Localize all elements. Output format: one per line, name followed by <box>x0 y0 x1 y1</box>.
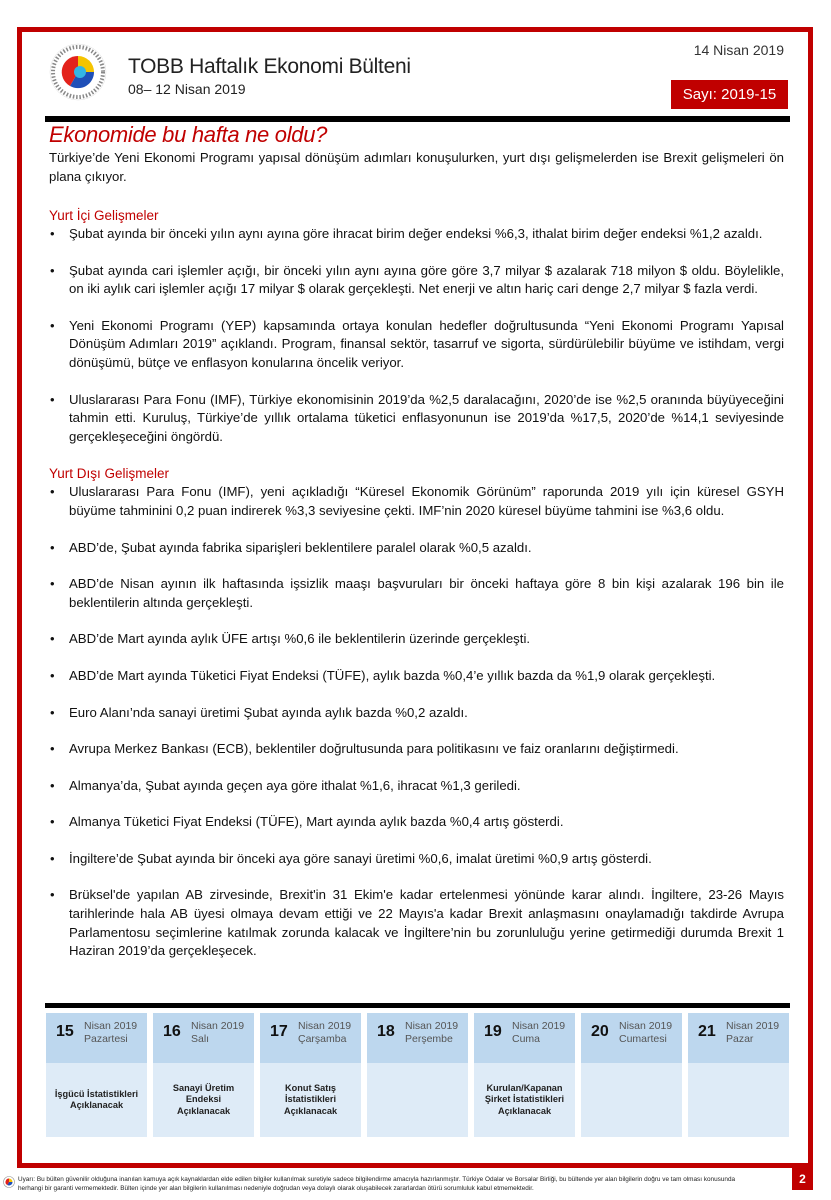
disclaimer-text: Uyarı: Bu bülten güvenilir olduğuna inanılan kamuya açık kaynaklardan elde edilen bilgiler kullanılmak suretiyle sadece bilgilendirme amacıyla hazırlanmıştır. Türkiye Odalar ve Borsalar Birliği, bu bültende yer alan bilgilerin doğru ve tam olması konusunda herhangi bir garanti vermemektedir. Bülten içinde yer alan bilgilerin kullanılması nedeniyle doğrudan veya dolaylı olarak oluşabilecek zararlardan ötürü sorumluluk kabul etmemektedir. <box>18 1176 736 1192</box>
list-item: • İngiltere’de Şubat ayında bir önceki aya göre sanayi üretimi %0,6, imalat üretimi %0,9 artış gösterdi. <box>49 850 784 869</box>
day-month: Nisan 2019 <box>512 1020 566 1032</box>
main-content <box>49 122 784 961</box>
day-weekday: Pazar <box>726 1033 754 1045</box>
foreign-list <box>49 483 784 961</box>
list-item: • Brüksel'de yapılan AB zirvesinde, Brexit'in 31 Ekim'e kadar ertelenmesi yönünde karar alındı. İngiltere, 23-26 Mayıs tarihlerinde hala AB üyesi olmaya devam ettiği ve 22 Mayıs'a kadar Brexit anlaşmasını onaylamadığı takdirde Avrupa Parlamentosu seçimlerine katılmak zorunda kalacak ve İngiltere’nin bu zorunluluğu yerine getirmediği durumda Brexit 1 Haziran 2019’da gerçekleşecek. <box>50 887 784 959</box>
list-item: • ABD’de Mart ayında aylık ÜFE artışı %0,6 ile beklentilerin üzerinde gerçekleşti. <box>49 630 784 649</box>
bullet-icon: • <box>50 576 55 592</box>
day-month: Nisan 2019 <box>298 1020 352 1032</box>
issue-number-badge: Sayı: 2019-15 <box>671 80 788 109</box>
bullet-icon: • <box>50 391 55 407</box>
calendar-day <box>153 1013 254 1137</box>
calendar-day-header <box>153 1013 254 1063</box>
calendar-day <box>688 1013 789 1137</box>
calendar-day <box>46 1013 147 1137</box>
bullet-icon: • <box>50 667 55 683</box>
calendar-day <box>581 1013 682 1137</box>
day-event <box>367 1063 468 1137</box>
day-weekday: Perşembe <box>405 1033 453 1045</box>
intro-paragraph: Türkiye’de Yeni Ekonomi Programı yapısal dönüşüm adımları konuşulurken, yurt dışı gelişmelerden ise Brexit gelişmeleri ön plana çıkıyor. <box>49 150 784 184</box>
day-weekday: Çarşamba <box>298 1033 347 1045</box>
day-weekday: Pazartesi <box>84 1033 128 1045</box>
foreign-heading: Yurt Dışı Gelişmeler <box>49 466 170 482</box>
domestic-heading: Yurt İçi Gelişmeler <box>49 208 159 223</box>
day-number: 18 <box>377 1023 395 1040</box>
list-item: • Almanya’da, Şubat ayında geçen aya göre ithalat %1,6, ihracat %1,3 geriledi. <box>49 777 784 796</box>
bullet-icon: • <box>50 262 55 278</box>
day-event: İşgücü İstatistikleri Açıklanacak <box>46 1063 147 1137</box>
list-item: • Şubat ayında cari işlemler açığı, bir önceki yılın aynı ayına göre göre 3,7 milyar $ azalarak 718 milyon $ oldu. Böylelikle, on iki aylık cari işlemler açığı 17 milyar $ olarak gerçekleşti. Net enerji ve altın hariç cari denge 2,7 milyar $ fazla verdi. <box>50 262 784 297</box>
day-event: Kurulan/Kapanan Şirket İstatistikleri Açıklanacak <box>474 1063 575 1137</box>
list-item: • Şubat ayında bir önceki yılın aynı ayına göre ihracat birim değer endeksi %6,3, ithalat birim değer endeksi %1,2 azaldı. <box>49 225 784 244</box>
day-month: Nisan 2019 <box>405 1020 459 1032</box>
bullet-icon: • <box>50 631 55 647</box>
calendar-day-header <box>688 1013 789 1063</box>
bullet-icon: • <box>50 484 55 500</box>
calendar-day <box>367 1013 468 1137</box>
calendar-day-header <box>581 1013 682 1063</box>
bulletin-title: TOBB Haftalık Ekonomi Bülteni <box>128 55 411 78</box>
calendar-day-header <box>46 1013 147 1063</box>
day-weekday: Salı <box>191 1033 210 1045</box>
list-item: • Euro Alanı’nda sanayi üretimi Şubat ayında aylık bazda %0,2 azaldı. <box>49 704 784 723</box>
bullet-icon: • <box>50 226 55 241</box>
day-number: 16 <box>163 1023 181 1040</box>
bullet-icon: • <box>50 814 55 830</box>
day-number: 20 <box>591 1023 609 1040</box>
issue-date: 14 Nisan 2019 <box>693 42 784 58</box>
weekly-calendar <box>46 1013 789 1137</box>
bullet-icon: • <box>50 741 55 757</box>
calendar-day-header <box>474 1013 575 1063</box>
bullet-icon: • <box>50 704 55 720</box>
day-event: Sanayi Üretim Endeksi Açıklanacak <box>153 1063 254 1137</box>
calendar-day <box>260 1013 361 1137</box>
day-weekday: Cumartesi <box>619 1033 667 1045</box>
list-item: • ABD’de, Şubat ayında fabrika siparişleri beklentilere paralel olarak %0,5 azaldı. <box>49 539 784 558</box>
day-number: 15 <box>56 1023 74 1040</box>
day-month: Nisan 2019 <box>726 1020 780 1032</box>
list-item: • ABD’de Nisan ayının ilk haftasında işsizlik maaşı başvuruları bir önceki haftaya göre 8 bin kişi azalarak 196 bin ile beklentilerin altında gerçekleşti. <box>50 576 784 610</box>
calendar-day-header <box>260 1013 361 1063</box>
day-month: Nisan 2019 <box>191 1020 245 1032</box>
list-item: • Almanya Tüketici Fiyat Endeksi (TÜFE), Mart ayında aylık bazda %0,4 artış gösterdi. <box>49 813 784 832</box>
calendar-divider <box>45 1003 790 1008</box>
bullet-icon: • <box>50 777 55 793</box>
day-weekday: Cuma <box>512 1033 541 1045</box>
bullet-icon: • <box>50 887 55 903</box>
day-month: Nisan 2019 <box>619 1020 673 1032</box>
section-heading: Ekonomide bu hafta ne oldu? <box>49 122 328 147</box>
day-month: Nisan 2019 <box>84 1020 138 1032</box>
tobb-logo-small-icon <box>3 1176 15 1188</box>
bullet-icon: • <box>50 317 55 333</box>
bulletin-dates: 08– 12 Nisan 2019 <box>128 81 246 97</box>
day-event: Konut Satış İstatistikleri Açıklanacak <box>260 1063 361 1137</box>
day-number: 21 <box>698 1023 716 1040</box>
page-number: 2 <box>792 1168 813 1190</box>
domestic-list <box>49 225 784 446</box>
list-item: • Uluslararası Para Fonu (IMF), yeni açıkladığı “Küresel Ekonomik Görünüm” raporunda 2019 yılı için küresel GSYH büyüme tahminini 0,2 puan indirerek %3,3 seviyesine çekti. IMF’nin 2020 küresel büyüme tahmini ise %3,6 oldu. <box>50 484 784 518</box>
bullet-icon: • <box>50 850 55 866</box>
list-item: • Uluslararası Para Fonu (IMF), Türkiye ekonomisinin 2019’da %2,5 daralacağını, 2020’de ise %2,5 oranında büyüyeceğini tahmin etti. Kuruluş, Türkiye’de yıllık ortalama tüketici enflasyonunun ise 2019’da %17,5, 2020’de %14,1 seviyesinde gerçekleşeceğini öngördü. <box>50 391 784 444</box>
tobb-logo-icon <box>49 43 107 101</box>
calendar-day-header <box>367 1013 468 1063</box>
day-event <box>688 1063 789 1137</box>
list-item: • ABD’de Mart ayında Tüketici Fiyat Endeksi (TÜFE), aylık bazda %0,4’e yıllık bazda da %1,9 olarak gerçekleşti. <box>49 667 784 686</box>
day-number: 17 <box>270 1023 288 1040</box>
list-item: • Avrupa Merkez Bankası (ECB), beklentiler doğrultusunda para politikasını ve faiz oranlarını değiştirmedi. <box>49 740 784 759</box>
day-number: 19 <box>484 1023 502 1040</box>
list-item: • Yeni Ekonomi Programı (YEP) kapsamında ortaya konulan hedefler doğrultusunda “Yeni Ekonomi Programı Yapısal Dönüşüm Adımları 2019” açıklandı. Program, finansal sektör, tasarruf ve sigorta, sürdürülebilir büyüme ve istihdam, vergi dönüşümü, bütçe ve enflasyon konularına öncelik veriyor. <box>50 317 784 370</box>
day-event <box>581 1063 682 1137</box>
calendar-day <box>474 1013 575 1137</box>
bullet-icon: • <box>50 539 55 555</box>
